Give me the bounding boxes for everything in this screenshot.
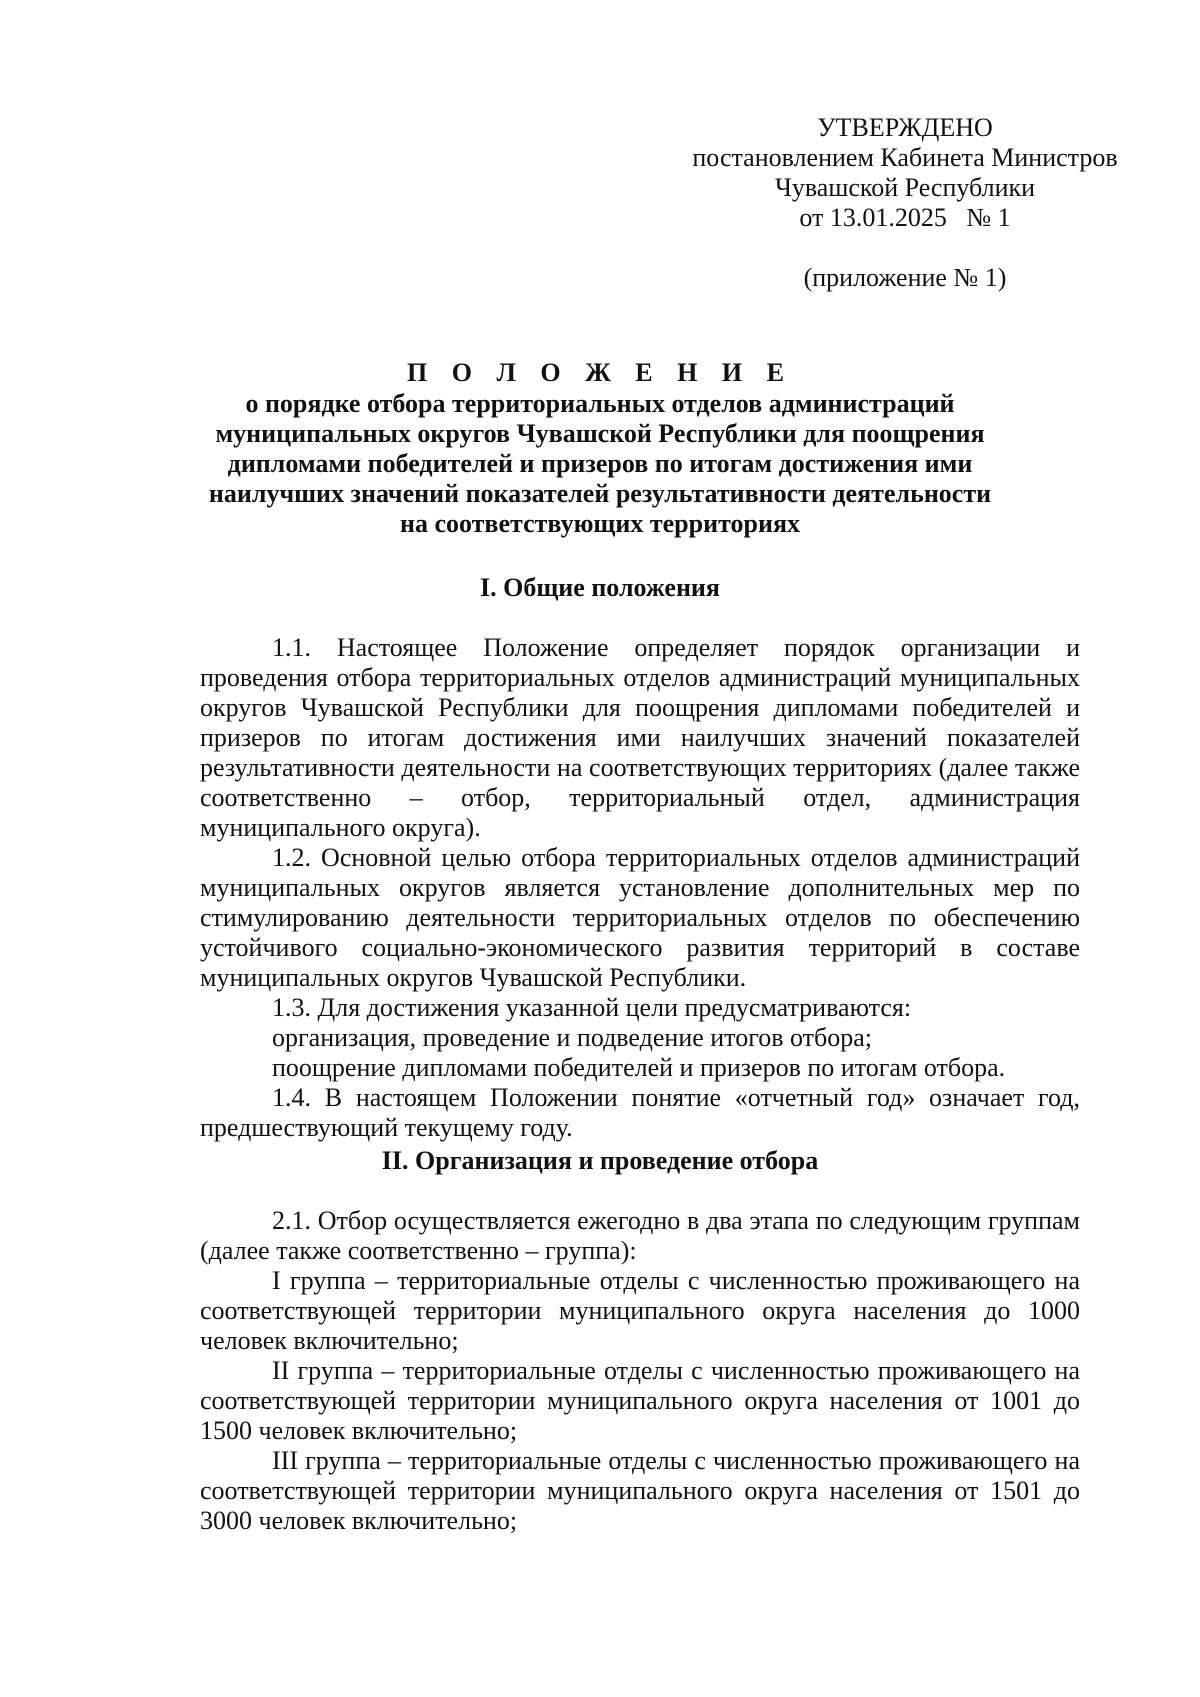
annex-number: (приложение № 1) [803,263,1007,292]
paragraph-1-3: 1.3. Для достижения указанной цели предусматриваются: [272,993,912,1022]
paragraph-1-2: 1.2. Основной целью отбора территориальных отделов администраций муниципальных округов является установление дополнительных мер по стимулированию деятельности территориальных отделов по обеспечению устойчивого социально-экономического развития территорий в составе муниципальных округов Чувашской Республики. [200,843,1080,992]
approval-republic: Чувашской Республики [774,173,1036,202]
section-body-general [200,633,1080,1143]
approval-date-number: от 13.01.2025 № 1 [799,203,1011,232]
paragraph-1-1: 1.1. Настоящее Положение определяет порядок организации и проведения отбора территориальных отделов администраций муниципальных округов Чувашской Республики для поощрения дипломами победителей и призеров по итогам достижения ими наилучших значений показателей результативности деятельности на соответствующих территориях (далее также соответственно – отбор, территориальный отдел, администрация муниципального округа). [200,633,1080,842]
document-title [150,358,1050,539]
paragraph-1-4: 1.4. В настоящем Положении понятие «отчетный год» означает год, предшествующий текущему году. [200,1083,1080,1142]
group-item: III группа – территориальные отделы с численностью проживающего на соответствующей территории муниципального округа населения от 1501 до 3000 человек включительно; [200,1446,1080,1535]
title-line: на соответствующих территориях [399,509,801,538]
group-item: II группа – территориальные отделы с численностью проживающего на соответствующей территории муниципального округа населения от 1001 до 1500 человек включительно; [200,1356,1080,1445]
section-heading-organization: II. Организация и проведение отбора [381,1146,819,1175]
list-item: поощрение дипломами победителей и призеров по итогам отбора. [272,1053,1006,1082]
section-body-organization [200,1206,1080,1536]
group-item: I группа – территориальные отделы с численностью проживающего на соответствующей территории муниципального округа населения до 1000 человек включительно; [200,1266,1080,1355]
title-line: о порядке отбора территориальных отделов администраций [245,389,955,418]
list-item: организация, проведение и подведение итогов отбора; [272,1023,873,1052]
approval-title: УТВЕРЖДЕНО [817,113,993,142]
approval-authority: постановлением Кабинета Министров [692,143,1118,172]
approval-stamp [650,113,1160,293]
title-line: дипломами победителей и призеров по итогам достижения ими [227,449,973,478]
title-word: П О Л О Ж Е Н И Е [407,358,793,387]
paragraph-2-1: 2.1. Отбор осуществляется ежегодно в два этапа по следующим группам (далее также соответственно – группа): [200,1206,1080,1265]
section-heading-general: I. Общие положения [480,573,720,602]
title-line: муниципальных округов Чувашской Республики для поощрения [215,419,985,448]
title-line: наилучших значений показателей результативности деятельности [208,479,992,508]
